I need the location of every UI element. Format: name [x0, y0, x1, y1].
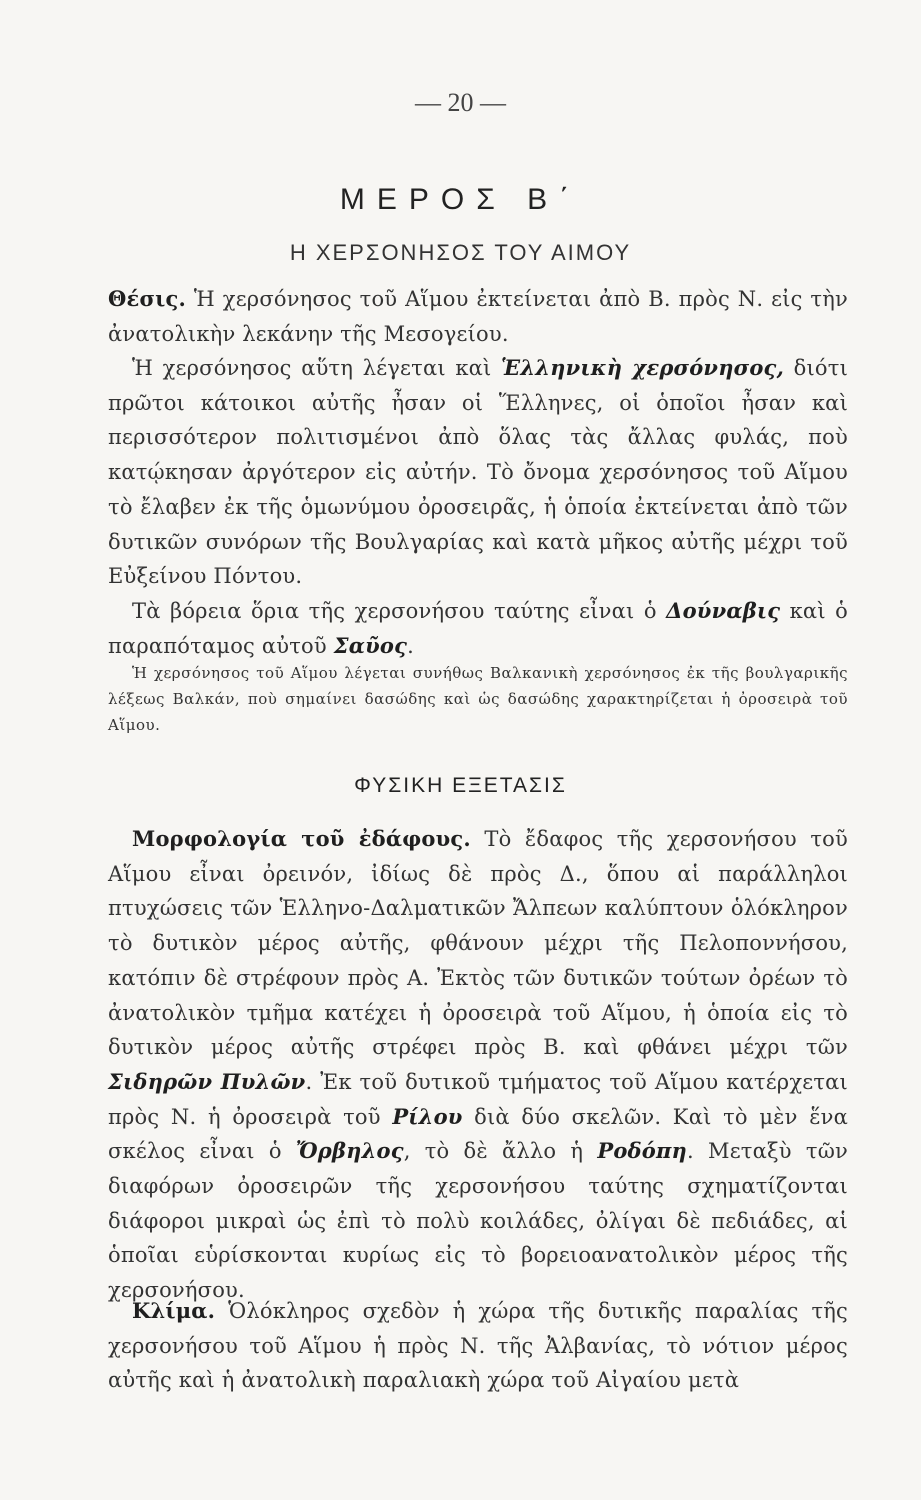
paragraph-text — [108, 351, 848, 594]
paragraph-heading: Θέσις. — [108, 286, 187, 311]
paragraph-body: καὶ ὁ παραπόταμος αὐτοῦ — [108, 599, 848, 658]
section-title: Η ΧΕΡΣΟΝΗΣΟΣ ΤΟΥ ΑΙΜΟΥ — [289, 240, 632, 265]
paragraph-body: . Ἐκ τοῦ δυτικοῦ τμήματος τοῦ Αἵμου κατέρχεται πρὸς Ν. ἡ ὀροσειρὰ τοῦ — [108, 1069, 848, 1129]
paragraph-borders — [108, 594, 848, 663]
paragraph-text — [108, 594, 848, 663]
paragraph-body: διότι πρῶτοι κάτοικοι αὐτῆς ἦσαν οἱ Ἕλληνες, οἱ ὁποῖοι ἦσαν καὶ περισσότερον πολιτισμένοι ἀπὸ ὅλας τὰς ἄλλας φυλάς, ποὺ κατῴκησαν ἀργότερον εἰς αὐτήν. Τὸ ὄνομα χερσόνησος τοῦ Αἵμου τὸ ἔλαβεν ἐκ τῆς ὁμωνύμου ὀροσειρᾶς, ἡ ὁποία ἐκτείνεται ἀπὸ τῶν δυτικῶν συνόρων τῆς Βουλγαρίας καὶ κατὰ μῆκος αὐτῆς μέχρι τοῦ Εὐξείνου Πόντου. — [108, 356, 849, 589]
paragraph-body: Τὸ ἔδαφος τῆς χερσονήσου τοῦ Αἵμου εἶναι ὀρεινόν, ἰδίως δὲ πρὸς Δ., ὅπου αἱ παράλληλοι πτυχώσεις τῶν Ἑλληνο-Δαλματικῶν Ἄλπεων καλύπτουν ὁλόκληρον τὸ δυτικὸν μέρος αὐτῆς, φθάνουν μέχρι τῆς Πελοποννήσου, κατόπιν δὲ στρέφουν πρὸς Α. Ἐκτὸς τῶν δυτικῶν τούτων ὀρέων τὸ ἀνατολικὸν τμῆμα κατέχει ἡ ὀροσειρὰ τοῦ Αἵμου, ἡ ὁποία εἰς τὸ δυτικὸν μέρος αὐτῆς στρέφει πρὸς Β. καὶ φθάνει μέχρι τῶν — [108, 827, 848, 1060]
paragraph-position — [108, 282, 848, 351]
paragraph-heading: Μορφολογία τοῦ ἐδάφους. — [132, 826, 471, 851]
bold-term: Σαῦος — [333, 632, 408, 658]
bold-term: Ὄρβηλος — [295, 1138, 404, 1164]
paragraph-text — [108, 282, 848, 351]
paragraph-text — [108, 822, 848, 1308]
paragraph-morphology — [108, 822, 848, 1308]
part-title: ΜΕΡΟΣ Β΄ — [339, 183, 582, 216]
paragraph-name — [108, 351, 848, 594]
page-number: — 20 — — [415, 88, 506, 117]
paragraph-body: , τὸ δὲ ἄλλο ἡ — [403, 1139, 598, 1164]
bold-term: Ἑλληνικὴ χερσόνησος, — [501, 355, 785, 380]
bold-term: Δούναβις — [666, 598, 781, 623]
bold-term: Ροδόπη — [597, 1138, 687, 1164]
subsection-title: ΦΥΣΙΚΗ ΕΞΕΤΑΣΙΣ — [354, 774, 567, 797]
footnote-text: Ἡ χερσόνησος τοῦ Αἵμου λέγεται συνήθως Βαλκανικὴ χερσόνησος ἐκ τῆς βουλγαρικῆς λέξεως Βαλκάν, ποὺ σημαίνει δασώδης καὶ ὡς δασώδης χαρακτηρίζεται ἡ ὀροσειρὰ τοῦ Αἵμου. — [108, 664, 848, 734]
paragraph-body: Ἡ χερσόνησος τοῦ Αἵμου ἐκτείνεται ἀπὸ Β. πρὸς Ν. εἰς τὴν ἀνατολικὴν λεκάνην τῆς Μεσογείου. — [108, 287, 848, 346]
paragraph-body: . Μεταξὺ τῶν διαφόρων ὀροσειρῶν τῆς χερσονήσου ταύτης σχηματίζονται διάφοροι μικραὶ ὡς ἐπὶ τὸ πολὺ κοιλάδες, ὀλίγαι δὲ πεδιάδες, αἱ ὁποῖαι εὑρίσκονται κυρίως εἰς τὸ βορειοανατολικὸν μέρος τῆς χερσονήσου. — [108, 1139, 848, 1303]
paragraph-text — [108, 1294, 848, 1398]
bold-term: Ρίλου — [392, 1103, 463, 1129]
paragraph-climate — [108, 1294, 848, 1398]
footnote-block — [108, 660, 848, 738]
paragraph-body: Ἡ χερσόνησος αὕτη λέγεται καὶ — [132, 356, 502, 380]
paragraph-heading: Κλίμα. — [132, 1298, 216, 1323]
paragraph-body: Τὰ βόρεια ὅρια τῆς χερσονήσου ταύτης εἶναι ὁ — [132, 599, 667, 623]
paragraph-body: . — [407, 633, 414, 658]
bold-term: Σιδηρῶν Πυλῶν — [108, 1068, 306, 1094]
paragraph-body: Ὁλόκληρος σχεδὸν ἡ χώρα τῆς δυτικῆς παραλίας τῆς χερσονήσου τοῦ Αἵμου ἡ πρὸς Ν. τῆς Ἀλβανίας, τὸ νότιον μέρος αὐτῆς καὶ ἡ ἀνατολικὴ παραλιακὴ χώρα τοῦ Αἰγαίου μετὰ — [108, 1299, 848, 1393]
paragraph-body: διὰ δύο σκελῶν. Καὶ τὸ μὲν ἕνα σκέλος εἶναι ὁ — [108, 1104, 849, 1164]
